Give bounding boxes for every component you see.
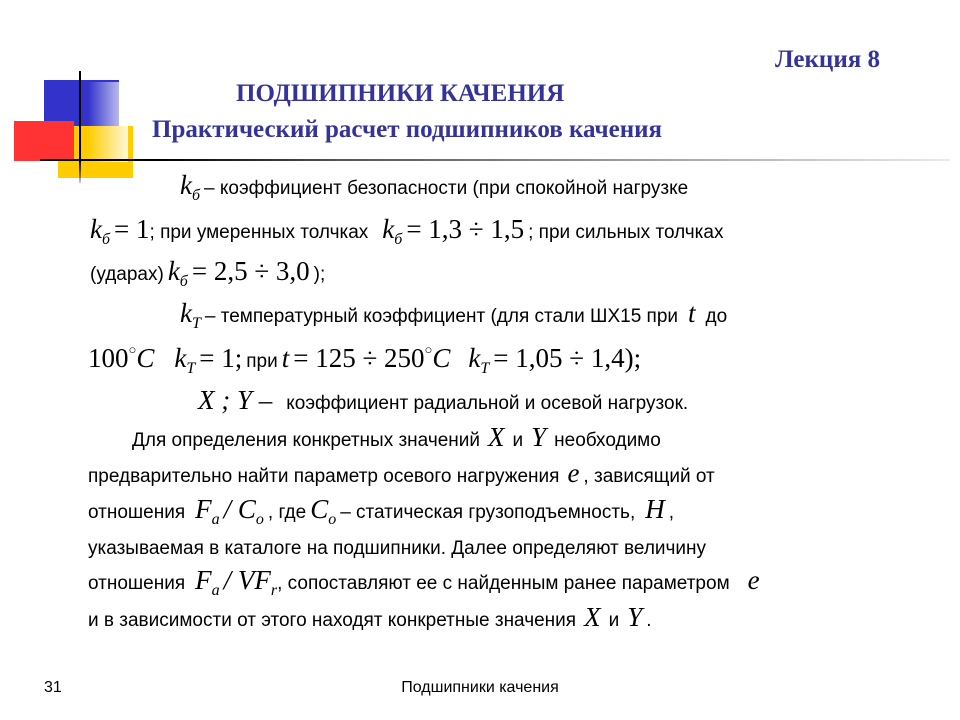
paragraph-line-6	[88, 604, 652, 631]
slide-number: 31	[44, 679, 62, 696]
formula-subscript: o	[255, 511, 264, 528]
formula-subscript: б	[101, 231, 111, 248]
formula-f: F	[195, 565, 212, 595]
slide-title: ПОДШИПНИКИ КАЧЕНИЯ	[236, 80, 565, 107]
text-fragment: Для определения конкретных значений	[132, 430, 481, 451]
vertical-rule	[79, 71, 81, 183]
formula-c: C	[136, 343, 155, 373]
formula-subscript: a	[211, 511, 220, 528]
text-fragment: ; при умеренных толчках	[149, 222, 369, 243]
formula-value: = 2,5 ÷ 3,0	[191, 256, 310, 286]
formula-h: H	[645, 494, 665, 524]
text-fragment: , где	[267, 502, 307, 523]
formula-subscript: r	[270, 582, 278, 599]
text-fragment: ,	[668, 502, 675, 523]
text-fragment: (ударах)	[90, 264, 164, 285]
body-line-2	[90, 214, 724, 248]
formula-subscript: a	[211, 582, 220, 599]
text-fragment: .	[646, 610, 652, 631]
formula-x: X	[584, 602, 601, 632]
formula-subscript: б	[191, 187, 201, 204]
text-fragment: указываемая в каталоге на подшипники. Далее определяют величину	[88, 538, 707, 559]
formula-subscript: T	[480, 360, 490, 377]
lecture-number: Лекция 8	[774, 46, 880, 73]
formula-k: k	[468, 343, 481, 373]
formula-e: e	[747, 565, 760, 595]
body-line-1	[180, 170, 689, 204]
formula-value: = 1	[114, 214, 150, 244]
formula-f: F	[195, 494, 212, 524]
paragraph-line-3	[88, 494, 675, 528]
text-fragment: предварительно найти параметр осевого нагружения	[88, 466, 560, 487]
temperature-coefficient-text: – температурный коэффициент (для стали ШХ15 при	[204, 306, 679, 327]
formula-subscript: б	[394, 231, 403, 248]
formula-k: k	[174, 343, 187, 373]
formula-value: = 125 ÷ 250	[293, 343, 425, 373]
formula-ratio: / VF	[223, 565, 271, 595]
formula-t: t	[281, 343, 290, 373]
formula-value: 100	[88, 343, 129, 373]
text-fragment: , сопоставляют ее с найденным ранее параметром	[277, 573, 730, 594]
safety-coefficient-text: – коэффициент безопасности (при спокойной нагрузке	[204, 178, 689, 199]
formula-k: k	[180, 298, 192, 328]
text-fragment: при	[246, 351, 278, 372]
formula-subscript: o	[328, 511, 337, 528]
formula-k: k	[382, 214, 395, 244]
fade-overlay-decoration	[88, 82, 128, 162]
body-line-5	[88, 342, 642, 377]
formula-c: C	[432, 343, 451, 373]
text-fragment: – статическая грузоподъемность,	[340, 502, 636, 523]
paragraph-line-1	[132, 424, 661, 451]
formula-t: t	[688, 298, 696, 328]
text-fragment: ; при сильных толчках	[528, 222, 724, 243]
text-fragment: необходимо	[554, 430, 661, 451]
formula-e: e	[567, 458, 580, 488]
load-coefficient-text: коэффициент радиальной и осевой нагрузок.	[286, 393, 689, 414]
text-fragment: отношения	[88, 573, 186, 594]
formula-y: Y	[627, 602, 643, 632]
formula-subscript: T	[186, 360, 196, 377]
paragraph-line-4	[88, 539, 706, 558]
formula-subscript: б	[179, 273, 188, 290]
text-fragment: );	[313, 264, 326, 285]
body-line-6	[198, 387, 688, 414]
formula-value: = 1,3 ÷ 1,5	[406, 214, 525, 244]
slide-subtitle: Практический расчет подшипников качения	[152, 116, 663, 143]
body-line-4	[180, 298, 728, 332]
text-fragment: и	[608, 610, 620, 631]
body-line-3	[90, 256, 326, 290]
formula-y: Y	[531, 422, 547, 452]
formula-k: k	[167, 256, 180, 286]
formula-value: = 1,05 ÷ 1,4);	[493, 343, 642, 373]
formula-value: = 1;	[199, 343, 243, 373]
formula-ratio: / C	[223, 494, 256, 524]
text-fragment: , зависящий от	[583, 466, 715, 487]
formula-subscript: T	[191, 315, 201, 332]
paragraph-line-2	[88, 460, 715, 487]
formula-k: k	[90, 214, 102, 244]
degree-sign: ○	[424, 342, 433, 357]
text-fragment: отношения	[88, 502, 186, 523]
red-square-decoration	[14, 121, 74, 161]
horizontal-rule	[40, 159, 950, 161]
paragraph-line-5	[88, 565, 760, 599]
text-fragment: и	[512, 430, 524, 451]
formula-c: C	[310, 494, 329, 524]
degree-sign: ○	[128, 342, 137, 357]
text-fragment: до	[705, 306, 728, 327]
text-fragment: и в зависимости от этого находят конкретные значения	[88, 610, 577, 631]
footer-title: Подшипники качения	[401, 679, 559, 696]
formula-k: k	[180, 170, 192, 200]
formula-xy: X ; Y –	[198, 385, 273, 415]
formula-x: X	[488, 422, 505, 452]
